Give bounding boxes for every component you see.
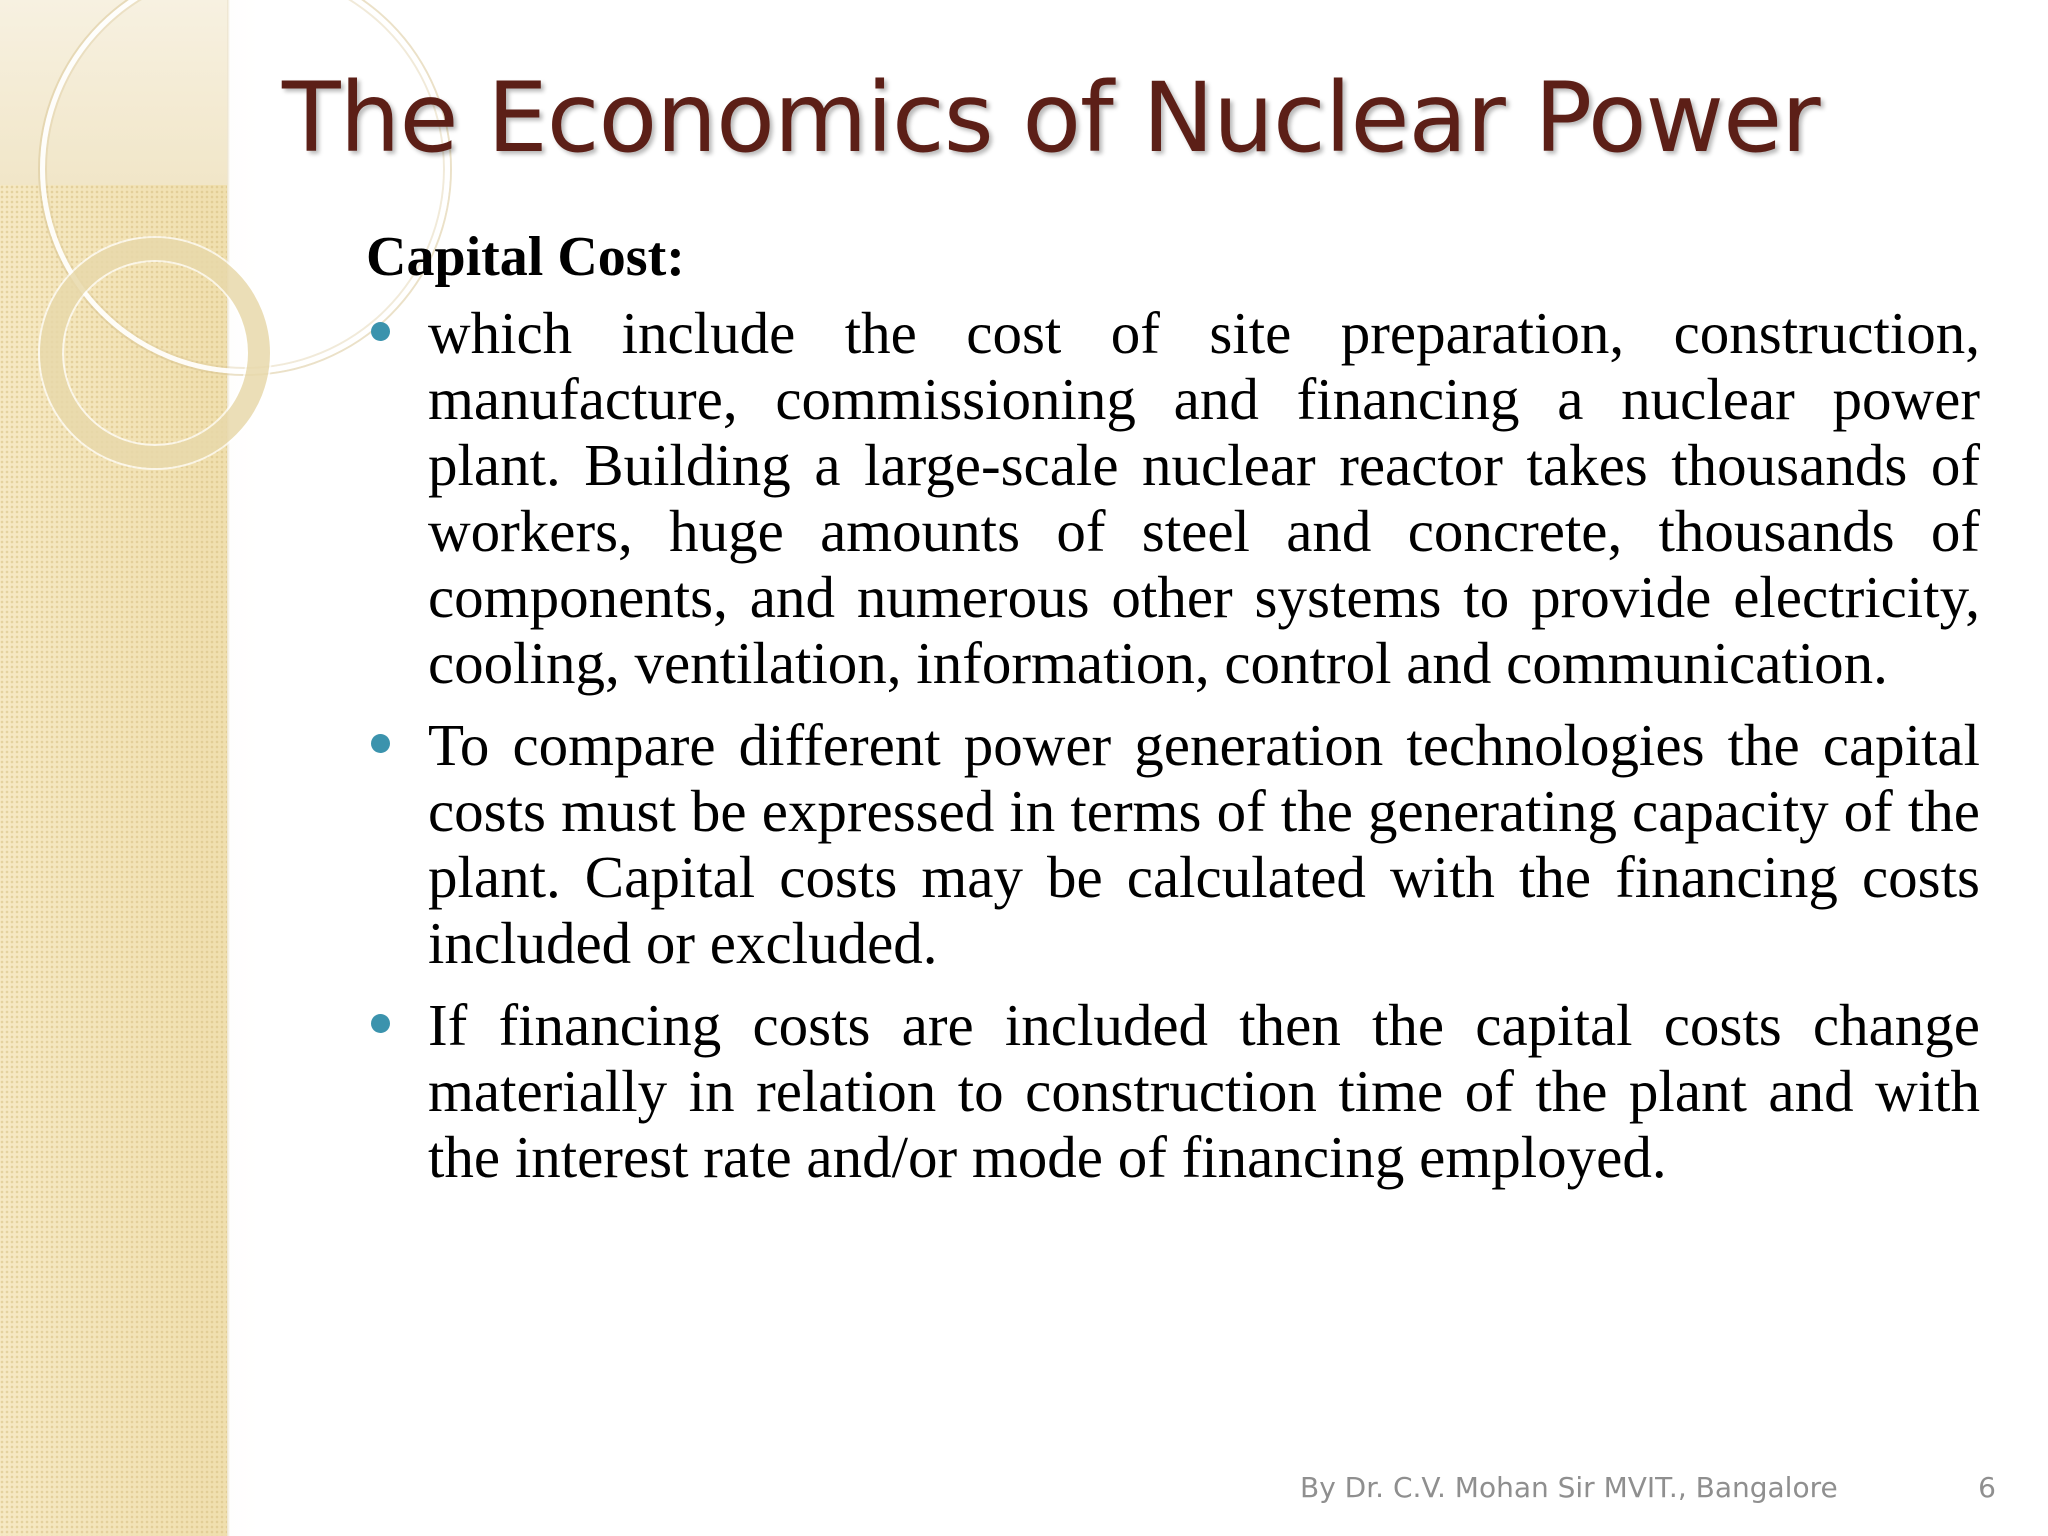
section-heading: Capital Cost:: [366, 226, 685, 288]
bullet-text: If financing costs are included then the capital costs change materially in relation to construction time of the plant and with the interest rate and/or mode of financing employed.: [428, 992, 1980, 1190]
bullet-text: To compare different power generation technologies the capital costs must be expressed in terms of the generating capacity of the plant. Capital costs may be calculated with the financing costs included or excluded.: [428, 712, 1980, 976]
bullet-text: which include the cost of site preparation, construction, manufacture, commissioning and financing a nuclear power plant. Building a large-scale nuclear reactor takes thousands of workers, huge amounts of steel and concrete, thousands of components, and numerous other systems to provide electricity, cooling, ventilation, information, control and communication.: [428, 300, 1980, 696]
page-number: 6: [1978, 1471, 1996, 1504]
bullet-marker: [371, 734, 390, 753]
slide-title: The Economics of Nuclear Power: [282, 62, 1820, 174]
bullet-list: [366, 300, 1980, 1190]
bullet-item: [366, 712, 1980, 976]
bullet-item: [366, 300, 1980, 696]
slide-content: [366, 222, 1980, 1206]
bullet-marker: [371, 1014, 390, 1033]
decorative-small-ring: [40, 238, 270, 468]
bullet-marker: [371, 322, 390, 341]
slide-footer: By Dr. C.V. Mohan Sir MVIT., Bangalore: [1300, 1471, 1838, 1504]
bullet-item: [366, 992, 1980, 1190]
